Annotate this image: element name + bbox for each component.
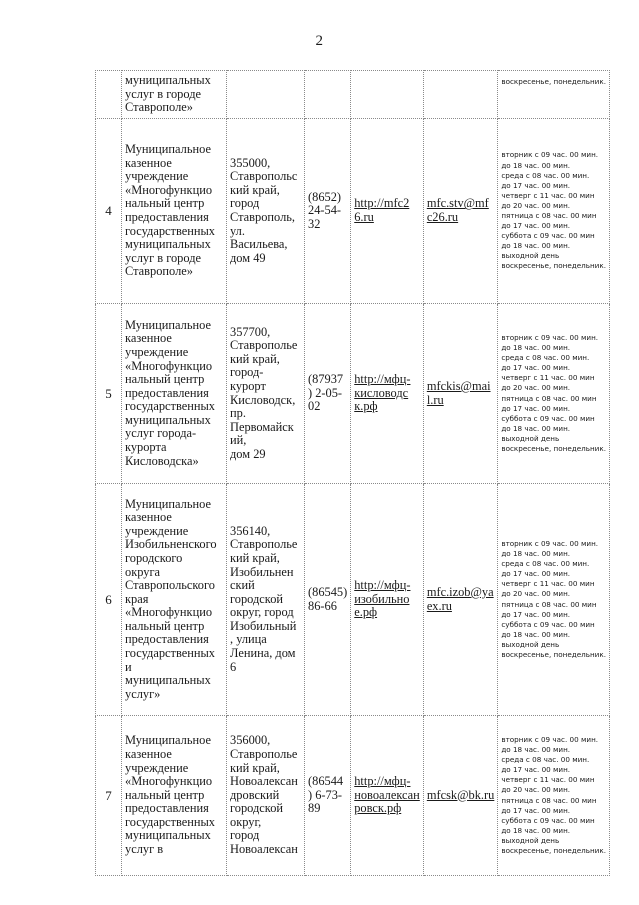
org-name-line: услуг в городе	[125, 250, 202, 265]
schedule-cell	[498, 484, 610, 716]
org-name-line: учреждение	[125, 344, 189, 359]
org-name-line: городского	[125, 550, 183, 565]
address-line: 356140,	[230, 523, 271, 538]
address-line: Изобильный	[230, 618, 297, 633]
row-number-cell: 6	[96, 484, 122, 716]
schedule-cell	[498, 304, 610, 484]
schedule-line: воскресенье, понедельник.	[501, 77, 606, 86]
website-line: http://мфц-	[354, 578, 411, 593]
org-name-line: муниципальных	[125, 73, 211, 88]
phone-cell	[305, 119, 351, 304]
schedule-cell	[498, 119, 610, 304]
address-line: округ, город	[230, 605, 294, 620]
address-cell	[227, 119, 305, 304]
schedule-cell	[498, 716, 610, 876]
mfc-directory-table	[95, 70, 610, 876]
schedule-line: суббота с 09 час. 00 мин	[501, 231, 595, 241]
schedule-line: до 20 час. 00 мин.	[501, 383, 571, 393]
schedule-line: пятница с 08 час. 00 мин	[501, 599, 597, 609]
schedule-line: вторник с 09 час. 00 мин.	[501, 734, 599, 744]
schedule-line: воскресенье, понедельник.	[501, 261, 606, 271]
website-line: новоалексан	[354, 787, 420, 802]
address-line: городской	[230, 801, 284, 816]
address-line: город	[230, 828, 260, 843]
phone-line: 24-54-	[308, 203, 342, 218]
org-name-line: казенное	[125, 746, 172, 761]
row-number-cell: 4	[96, 119, 122, 304]
org-name-line: Муниципальное	[125, 733, 211, 748]
address-line: кий край,	[230, 760, 280, 775]
website-line: http://мфц-	[354, 774, 411, 789]
org-name-line: услуг»	[125, 686, 161, 701]
address-line: Ставропольс	[230, 169, 298, 184]
schedule-line: среда с 08 час. 00 мин.	[501, 755, 590, 765]
org-name-line: казенное	[125, 510, 172, 525]
table-row	[96, 304, 610, 484]
address-line: , улица	[230, 632, 267, 647]
website-line: http://мфц-	[354, 372, 411, 387]
schedule-line: среда с 08 час. 00 мин.	[501, 559, 590, 569]
org-name-line: курорта	[125, 440, 167, 455]
phone-line: 86-66	[308, 598, 337, 613]
phone-line: 89	[308, 801, 321, 816]
schedule-line: выходной день	[501, 639, 560, 649]
address-line: 356000,	[230, 733, 271, 748]
table-row	[96, 119, 610, 304]
website-cell[interactable]	[351, 716, 424, 876]
address-cell	[227, 716, 305, 876]
schedule-line: вторник с 09 час. 00 мин.	[501, 538, 599, 548]
org-name-line: услуг в	[125, 842, 164, 857]
website-line: 6.ru	[354, 210, 374, 224]
org-name-line: учреждение	[125, 169, 189, 184]
schedule-line: суббота с 09 час. 00 мин	[501, 619, 595, 629]
org-name-line: государственных	[125, 223, 216, 238]
phone-cell	[305, 304, 351, 484]
schedule-line: вторник с 09 час. 00 мин.	[501, 332, 599, 342]
address-line: Ставрополье	[230, 338, 298, 353]
org-name-line: казенное	[125, 155, 172, 170]
schedule-line: четверг с 11 час. 00 мин	[501, 579, 595, 589]
address-line: курорт	[230, 378, 266, 393]
schedule-line: воскресенье, понедельник.	[501, 845, 606, 855]
org-name-line: Муниципальное	[125, 142, 211, 157]
org-name-cell	[122, 484, 227, 716]
address-line: город	[230, 196, 260, 211]
phone-line: (8652)	[308, 189, 342, 204]
schedule-line: пятница с 08 час. 00 мин	[501, 393, 597, 403]
org-name-cell	[122, 716, 227, 876]
address-line: Ставрополье	[230, 537, 298, 552]
org-name-line: предоставления	[125, 801, 209, 816]
org-name-line: государственных	[125, 399, 216, 414]
schedule-line: до 18 час. 00 мин.	[501, 629, 571, 639]
email-line: ex.ru	[426, 598, 452, 613]
org-name-line: «Многофункцио	[125, 605, 213, 620]
address-line: Ставрополь,	[230, 210, 296, 224]
website-line: http://mfc2	[354, 196, 410, 211]
schedule-line: воскресенье, понедельник.	[501, 443, 606, 453]
schedule-line: суббота с 09 час. 00 мин	[501, 815, 595, 825]
address-line: город-	[230, 365, 264, 380]
website-line: е.рф	[354, 605, 378, 620]
phone-cell	[305, 716, 351, 876]
schedule-line: вторник с 09 час. 00 мин.	[501, 150, 599, 160]
address-line: кий край,	[230, 351, 280, 366]
org-name-cell	[122, 119, 227, 304]
website-cell[interactable]	[351, 304, 424, 484]
address-line: ский	[230, 578, 255, 593]
address-line: Первомайск	[230, 419, 294, 434]
row-number-cell	[96, 71, 122, 119]
email-line: mfcsk@bk.ru	[426, 787, 495, 802]
org-name-line: Муниципальное	[125, 496, 211, 511]
address-line: ий,	[230, 433, 247, 448]
schedule-line: пятница с 08 час. 00 мин	[501, 211, 597, 220]
org-name-line: государственных	[125, 646, 216, 661]
address-line: Ленина, дом	[230, 646, 296, 661]
website-cell[interactable]	[351, 484, 424, 716]
email-line: l.ru	[426, 392, 444, 407]
schedule-line: среда с 08 час. 00 мин.	[501, 170, 590, 180]
address-line: Васильева,	[230, 237, 288, 252]
org-name-cell	[122, 71, 227, 119]
phone-line: (87937	[308, 372, 344, 387]
address-cell	[227, 304, 305, 484]
schedule-line: четверг с 11 час. 00 мин	[501, 373, 595, 383]
org-name-line: «Многофункцио	[125, 182, 213, 197]
address-line: дом 29	[230, 446, 266, 461]
org-name-line: края	[125, 591, 149, 606]
address-line: городской	[230, 591, 284, 606]
org-name-line: Ставропольского	[125, 578, 215, 593]
table-row	[96, 71, 610, 119]
page-number: 2	[315, 33, 324, 49]
org-name-line: муниципальных	[125, 412, 211, 427]
org-name-line: Муниципальное	[125, 317, 211, 332]
address-line: дом 49	[230, 250, 266, 265]
schedule-line: четверг с 11 час. 00 мин	[501, 775, 595, 785]
schedule-line: выходной день	[501, 835, 560, 845]
org-name-line: услуг в городе	[125, 86, 202, 101]
org-name-line: муниципальных	[125, 828, 211, 843]
email-cell[interactable]	[423, 304, 498, 484]
org-name-line: округа	[125, 564, 161, 579]
website-line: к.рф	[354, 399, 378, 414]
schedule-line: до 17 час. 00 мин.	[501, 609, 571, 619]
email-line: c26.ru	[426, 210, 459, 224]
email-cell[interactable]	[423, 71, 498, 119]
email-cell[interactable]	[423, 484, 498, 716]
address-cell	[227, 71, 305, 119]
org-name-cell	[122, 304, 227, 484]
org-name-line: нальный центр	[125, 372, 205, 387]
address-line: Новоалексан	[230, 774, 298, 789]
phone-line: (86544	[308, 774, 344, 789]
address-line: 357700,	[230, 324, 271, 339]
website-line: изобильно	[354, 591, 410, 606]
org-name-line: Изобильненского	[125, 537, 217, 552]
org-name-line: учреждение	[125, 760, 189, 775]
address-line: 355000,	[230, 155, 271, 170]
org-name-line: государственных	[125, 814, 216, 829]
address-line: Кисловодск,	[230, 392, 296, 407]
schedule-line: воскресенье, понедельник.	[501, 649, 606, 659]
email-line: mfc.izob@ya	[426, 584, 494, 599]
email-cell[interactable]	[423, 716, 498, 876]
address-cell	[227, 484, 305, 716]
schedule-line: до 18 час. 00 мин.	[501, 423, 571, 433]
org-name-line: предоставления	[125, 632, 209, 647]
org-name-line: и	[125, 659, 132, 674]
schedule-line: до 18 час. 00 мин.	[501, 343, 571, 353]
address-line: Изобильнен	[230, 564, 294, 579]
schedule-line: до 18 час. 00 мин.	[501, 160, 571, 170]
schedule-line: до 20 час. 00 мин.	[501, 785, 571, 795]
schedule-line: до 17 час. 00 мин.	[501, 221, 571, 231]
schedule-line: до 18 час. 00 мин.	[501, 825, 571, 835]
phone-cell	[305, 484, 351, 716]
org-name-line: «Многофункцио	[125, 774, 213, 789]
schedule-line: до 17 час. 00 мин.	[501, 569, 571, 579]
address-line: Ставрополье	[230, 746, 298, 761]
schedule-line: среда с 08 час. 00 мин.	[501, 353, 590, 363]
org-name-line: Ставрополе»	[125, 264, 193, 279]
org-name-line: услуг города-	[125, 426, 197, 441]
address-line: округ,	[230, 814, 262, 829]
address-line: кий край,	[230, 182, 280, 197]
row-number-cell: 7	[96, 716, 122, 876]
schedule-line: пятница с 08 час. 00 мин	[501, 795, 597, 805]
phone-cell	[305, 71, 351, 119]
table-row	[96, 716, 610, 876]
schedule-line: до 20 час. 00 мин.	[501, 589, 571, 599]
address-line: 6	[230, 659, 237, 674]
row-number-cell: 5	[96, 304, 122, 484]
org-name-line: нальный центр	[125, 196, 205, 211]
phone-line: 32	[308, 216, 321, 231]
schedule-line: четверг с 11 час. 00 мин	[501, 190, 595, 200]
org-name-line: учреждение	[125, 523, 189, 538]
address-line: кий край,	[230, 550, 280, 565]
schedule-line: до 18 час. 00 мин.	[501, 745, 571, 755]
phone-line: ) 6-73-	[308, 787, 343, 802]
org-name-line: нальный центр	[125, 618, 205, 633]
table-row	[96, 484, 610, 716]
schedule-line: до 20 час. 00 мин.	[501, 200, 571, 210]
schedule-line: до 17 час. 00 мин.	[501, 805, 571, 815]
website-cell[interactable]	[351, 71, 424, 119]
org-name-line: «Многофункцио	[125, 358, 213, 373]
org-name-line: предоставления	[125, 385, 209, 400]
schedule-line: до 17 час. 00 мин.	[501, 403, 571, 413]
schedule-line: до 18 час. 00 мин.	[501, 241, 571, 251]
website-line: кисловодс	[354, 385, 409, 400]
org-name-line: Кисловодска»	[125, 453, 199, 468]
schedule-line: суббота с 09 час. 00 мин	[501, 413, 595, 423]
email-line: mfc.stv@mf	[426, 196, 489, 211]
email-cell[interactable]	[423, 119, 498, 304]
schedule-line: выходной день	[501, 433, 560, 443]
org-name-line: муниципальных	[125, 237, 211, 252]
website-cell[interactable]	[351, 119, 424, 304]
schedule-line: до 17 час. 00 мин.	[501, 363, 571, 373]
schedule-line: до 17 час. 00 мин.	[501, 765, 571, 775]
schedule-line: выходной день	[501, 251, 560, 261]
address-line: ул.	[230, 223, 245, 238]
org-name-line: предоставления	[125, 210, 209, 224]
schedule-line: до 17 час. 00 мин.	[501, 180, 571, 190]
org-name-line: Ставрополе»	[125, 100, 193, 115]
org-name-line: нальный центр	[125, 787, 205, 802]
schedule-cell	[498, 71, 610, 119]
phone-line: (86545)	[308, 584, 348, 599]
phone-line: 02	[308, 399, 321, 414]
website-line: ровск.рф	[354, 801, 402, 816]
address-line: дровский	[230, 787, 280, 802]
org-name-line: муниципальных	[125, 673, 211, 688]
schedule-line: до 18 час. 00 мин.	[501, 549, 571, 559]
address-line: Новоалексан	[230, 842, 298, 857]
email-line: mfckis@mai	[426, 378, 491, 393]
address-line: пр.	[230, 406, 246, 421]
org-name-line: казенное	[125, 331, 172, 346]
phone-line: ) 2-05-	[308, 385, 343, 400]
